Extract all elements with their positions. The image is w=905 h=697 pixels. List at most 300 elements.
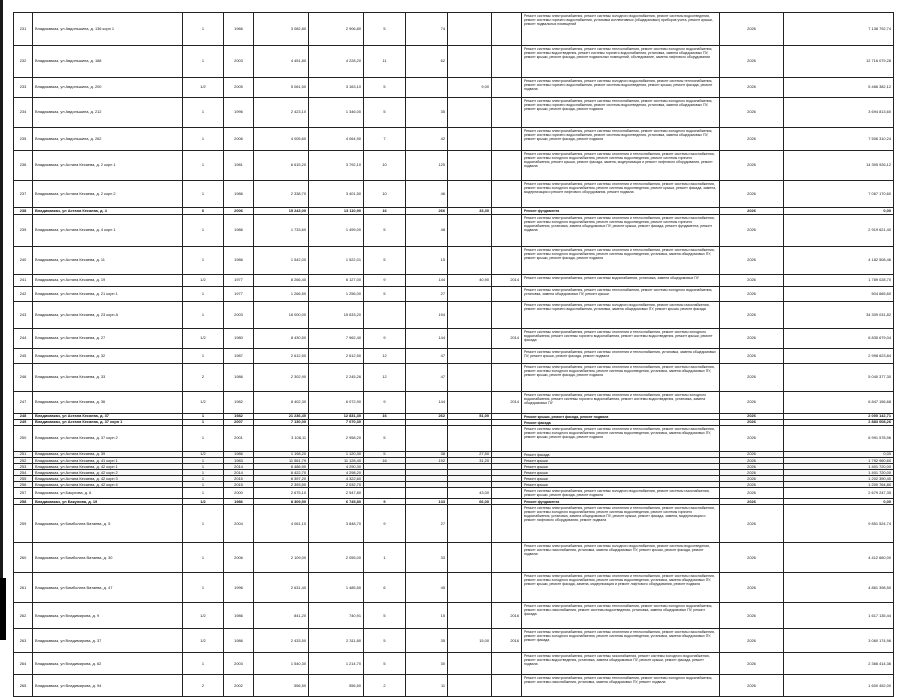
build-year-cell: 2015 [224, 482, 254, 488]
living-area-cell: 3 401,50 [309, 181, 364, 208]
repair-works-cell: Ремонт системы электроснабжения, ремонт системы отопления и теплоснабжения, ремонт системы газоснабжения, ремонт системы холодного водоснабжения, ремонт системы водоотведения, установка, замена общедомовых ПУ, ремонт крыши, ремонт фасада, ремонт подвала [522, 247, 720, 275]
table-row [14, 247, 894, 275]
living-area-cell: 2 958,20 [309, 426, 364, 452]
repair-cost-cell: 0,00 [784, 452, 894, 458]
wall-material-cell: 1 [183, 426, 224, 452]
floors-cell: 5 [364, 98, 406, 128]
build-year-cell: 1981 [224, 151, 254, 181]
planned-year-cell: 2026 [720, 392, 784, 414]
row-number-cell: 234 [14, 98, 33, 128]
scan-corner-shadow [0, 578, 6, 640]
repair-cost-cell: 1 401 720,00 [784, 464, 894, 470]
repair-works-cell: Ремонт системы электроснабжения, ремонт системы отопления и теплоснабжения, ремонт системы газоснабжения, ремонт системы холодного водоснабжения, ремонт системы водоотведения, установка, замена общедомовых ПУ, ремонт фасада [522, 629, 720, 653]
last-repair-year-cell [492, 208, 522, 215]
total-area-cell: 6 615,20 [254, 151, 309, 181]
planned-year-cell: 2026 [720, 275, 784, 287]
repair-cost-cell: 12 716 079,28 [784, 46, 894, 78]
last-repair-year-cell [492, 505, 522, 543]
wall-material-cell: 1 [183, 349, 224, 364]
planned-year-cell: 2026 [720, 215, 784, 247]
last-repair-year-cell [492, 128, 522, 151]
build-year-cell: 2014 [224, 470, 254, 476]
area-extra-cell: 27,50 [448, 452, 492, 458]
residents-cell: 62 [406, 46, 448, 78]
scan-left-edge [0, 0, 3, 640]
repair-cost-cell: 2 000 142,71 [784, 414, 894, 420]
table-row [14, 675, 894, 697]
table-row [14, 302, 894, 329]
table-row [14, 287, 894, 302]
last-repair-year-cell [492, 573, 522, 603]
table-row [14, 151, 894, 181]
floors-cell: 5 [364, 215, 406, 247]
residents-cell [406, 488, 448, 499]
total-area-cell: 8 430,50 [254, 329, 309, 349]
table-row [14, 603, 894, 629]
repair-cost-cell: 9 851 524,74 [784, 505, 894, 543]
repair-works-cell: Ремонт системы электроснабжения, ремонт системы холодного водоснабжения, ремонт системы газоснабжения, ремонт крыши, ремонт фасада, ремонт подвала [522, 488, 720, 499]
living-area-cell: 4 322,60 [309, 476, 364, 482]
table-row [14, 426, 894, 452]
planned-year-cell: 2026 [720, 426, 784, 452]
total-area-cell: 4 061,10 [254, 505, 309, 543]
residents-cell: 47 [406, 349, 448, 364]
repair-cost-cell: 1 401 720,00 [784, 470, 894, 476]
area-extra-cell [448, 329, 492, 349]
address-cell: Владикавказ, ул Астана Кесаева, д. 36 [33, 392, 183, 414]
total-area-cell: 8 309,50 [254, 499, 309, 505]
residents-cell: 15 [406, 247, 448, 275]
row-number-cell: 246 [14, 364, 33, 392]
address-cell: Владикавказ, ул Астана Кесаева, д. 42 корп 4 [33, 482, 183, 488]
repair-cost-cell: 1 200 764,80 [784, 482, 894, 488]
row-number-cell: 252 [14, 458, 33, 464]
address-cell: Владикавказ, ул Владимирова, д. 62 [33, 653, 183, 675]
repair-cost-cell: 5 040 377,30 [784, 364, 894, 392]
floors-cell: 5 [364, 653, 406, 675]
repair-works-cell: Ремонт фасада [522, 420, 720, 426]
area-extra-cell [448, 364, 492, 392]
address-cell: Владикавказ, ул Астана Кесаева, д. 42 корп 2 [33, 470, 183, 476]
wall-material-cell: 1/2 [183, 275, 224, 287]
build-year-cell: 1980 [224, 329, 254, 349]
address-cell: Владикавказ, ул Астана Кесаева, д. 42 корп 3 [33, 476, 183, 482]
build-year-cell: 1982 [224, 414, 254, 420]
address-cell: Владикавказ, ул Астана Кесаева, д. 19 [33, 275, 183, 287]
row-number-cell: 248 [14, 414, 33, 420]
repair-cost-cell: 504 665,60 [784, 287, 894, 302]
build-year-cell: 1986 [224, 499, 254, 505]
repair-cost-cell: 14 395 926,12 [784, 151, 894, 181]
row-number-cell: 231 [14, 13, 33, 46]
repair-works-cell: Ремонт фундамента [522, 499, 720, 505]
row-number-cell: 264 [14, 653, 33, 675]
living-area-cell: 1 346,00 [309, 98, 364, 128]
row-number-cell: 243 [14, 302, 33, 329]
living-area-cell: 4 290,30 [309, 464, 364, 470]
repair-cost-cell: 7 067 170,60 [784, 181, 894, 208]
living-area-cell: 2 245,26 [309, 364, 364, 392]
last-repair-year-cell [492, 302, 522, 329]
area-extra-cell [448, 573, 492, 603]
wall-material-cell: 1 [183, 151, 224, 181]
living-area-cell: 740,91 [309, 603, 364, 629]
floors-cell: 5 [364, 287, 406, 302]
total-area-cell: 2 109,00 [254, 543, 309, 573]
table-row [14, 215, 894, 247]
total-area-cell: 1 733,60 [254, 215, 309, 247]
total-area-cell: 841,20 [254, 603, 309, 629]
row-number-cell: 257 [14, 488, 33, 499]
wall-material-cell: 1 [183, 488, 224, 499]
total-area-cell: 556,50 [254, 675, 309, 697]
living-area-cell: 2 906,80 [309, 13, 364, 46]
planned-year-cell: 2026 [720, 420, 784, 426]
residents-cell: 47 [406, 364, 448, 392]
build-year-cell: 1986 [224, 247, 254, 275]
address-cell: Владикавказ, ул Астана Кесаева, д. 37 корп 1 [33, 420, 183, 426]
row-number-cell: 249 [14, 420, 33, 426]
residents-cell: 46 [406, 181, 448, 208]
living-area-cell: 556,50 [309, 675, 364, 697]
row-number-cell: 237 [14, 181, 33, 208]
last-repair-year-cell [492, 287, 522, 302]
residents-cell: 42 [406, 128, 448, 151]
planned-year-cell: 2026 [720, 78, 784, 98]
repair-works-cell: Ремонт системы электроснабжения, ремонт системы отопления и теплоснабжения, ремонт системы газоснабжения, ремонт системы холодного водоснабжения, ремонт системы водоотведения, ремонт системы горячего водоснабжения, установка, замена общедомовых ПУ, ремонт крыши, ремонт фасада, замена, модернизация и ремонт лифтового оборудования, ремонт подвала [522, 505, 720, 543]
repair-works-cell: Ремонт системы электроснабжения, ремонт системы холодного водоснабжения, ремонт системы водоотведения, ремонт системы газоснабжения, установка, замена общедомовых ПУ, ремонт крыши, ремонт фасада, ремонт подвала [522, 543, 720, 573]
repair-cost-cell: 6 991 578,96 [784, 426, 894, 452]
row-number-cell: 251 [14, 452, 33, 458]
last-repair-year-cell [492, 364, 522, 392]
address-cell: Владикавказ, ул Астана Кесаева, д. 33 [33, 364, 183, 392]
area-extra-cell [448, 653, 492, 675]
residents-cell: 74 [406, 13, 448, 46]
address-cell: Владикавказ, ул Астана Кесаева, д. 39 [33, 452, 183, 458]
wall-material-cell: 1/2 [183, 499, 224, 505]
area-extra-cell [448, 426, 492, 452]
build-year-cell: 2015 [224, 476, 254, 482]
build-year-cell: 2003 [224, 46, 254, 78]
last-repair-year-cell: 2016 [492, 629, 522, 653]
planned-year-cell: 2026 [720, 499, 784, 505]
residents-cell: 133 [406, 499, 448, 505]
wall-material-cell: 1 [183, 476, 224, 482]
last-repair-year-cell [492, 247, 522, 275]
area-extra-cell [448, 151, 492, 181]
repair-cost-cell: 4 412 660,00 [784, 543, 894, 573]
floors-cell: 5 [364, 13, 406, 46]
last-repair-year-cell [492, 543, 522, 573]
planned-year-cell: 2026 [720, 488, 784, 499]
repair-cost-cell: 2 998 623,84 [784, 349, 894, 364]
build-year-cell: 1983 [224, 458, 254, 464]
residents-cell: 45 [406, 573, 448, 603]
area-extra-cell [448, 46, 492, 78]
wall-material-cell: 1 [183, 287, 224, 302]
wall-material-cell: 1 [183, 464, 224, 470]
table-row [14, 573, 894, 603]
wall-material-cell: 1 [183, 458, 224, 464]
address-cell: Владикавказ, ул Бакулова, д. 19 [33, 499, 183, 505]
total-area-cell: 2 612,50 [254, 349, 309, 364]
floors-cell: 12 [364, 349, 406, 364]
address-cell: Владикавказ, ул Бимболата Ватаева, д. 5 [33, 505, 183, 543]
living-area-cell: 2 055,00 [309, 543, 364, 573]
address-cell: Владикавказ, ул Астана Кесаева, д. 21 корп 1 [33, 287, 183, 302]
residents-cell: 266 [406, 208, 448, 215]
residents-cell: 15 [406, 603, 448, 629]
planned-year-cell: 2026 [720, 349, 784, 364]
living-area-cell: 6 745,80 [309, 499, 364, 505]
floors-cell: 9 [364, 505, 406, 543]
area-extra-cell: 40,90 [448, 275, 492, 287]
floors-cell: 10 [364, 151, 406, 181]
total-area-cell: 2 393,50 [254, 482, 309, 488]
residents-cell: 11 [406, 675, 448, 697]
repair-cost-cell: 2 883 008,26 [784, 420, 894, 426]
repair-cost-cell: 1 789 028,70 [784, 275, 894, 287]
planned-year-cell: 2026 [720, 464, 784, 470]
row-number-cell: 244 [14, 329, 33, 349]
total-area-cell: 1 198,20 [254, 452, 309, 458]
build-year-cell: 1996 [224, 98, 254, 128]
build-year-cell: 2003 [224, 302, 254, 329]
residents-cell: 144 [406, 329, 448, 349]
wall-material-cell: 1/2 [183, 629, 224, 653]
housing-repair-register-table [13, 12, 894, 697]
floors-cell: 2 [364, 675, 406, 697]
wall-material-cell: 1/2 [183, 452, 224, 458]
wall-material-cell: 1 [183, 13, 224, 46]
living-area-cell: 2 032,70 [309, 482, 364, 488]
residents-cell: 262 [406, 414, 448, 420]
repair-cost-cell: 5 466 382,12 [784, 78, 894, 98]
residents-cell: 144 [406, 392, 448, 414]
build-year-cell: 1966 [224, 13, 254, 46]
table-row [14, 98, 894, 128]
repair-works-cell: Ремонт системы электроснабжения, ремонт системы отопления и теплоснабжения, ремонт системы газоснабжения, ремонт системы холодного водоснабжения, ремонт системы водоотведения, установка, замена общедомовых ПУ, ремонт крыши, ремонт фасада, замена, модернизация и ремонт лифтового оборудования, ремонт подвала [522, 573, 720, 603]
repair-cost-cell: 1 202 390,40 [784, 476, 894, 482]
repair-cost-cell: 1 617 135,44 [784, 603, 894, 629]
table-row [14, 505, 894, 543]
last-repair-year-cell [492, 653, 522, 675]
repair-works-cell: Ремонт крыши [522, 482, 720, 488]
area-extra-cell [448, 505, 492, 543]
repair-works-cell: Ремонт системы электроснабжения, ремонт системы отопления и теплоснабжения, ремонт системы газоснабжения, ремонт системы холодного водоснабжения, ремонт системы водоотведения, ремонт системы горячего водоснабжения, ремонт крыши, ремонт фасада, замена, модернизация и ремонт лифтового оборудования, ремонт подвала [522, 151, 720, 181]
repair-cost-cell: 6 835 679,04 [784, 329, 894, 349]
row-number-cell: 253 [14, 464, 33, 470]
table-row [14, 488, 894, 499]
residents-cell: 35 [406, 629, 448, 653]
repair-cost-cell: 3 694 813,60 [784, 98, 894, 128]
address-cell: Владикавказ, ул Астана Кесаева, д. 4 корп 1 [33, 215, 183, 247]
row-number-cell: 254 [14, 470, 33, 476]
wall-material-cell: 1 [183, 247, 224, 275]
floors-cell: 5 [364, 603, 406, 629]
total-area-cell: 1 266,50 [254, 287, 309, 302]
table-row [14, 78, 894, 98]
repair-works-cell: Ремонт системы электроснабжения, ремонт системы теплоснабжения, ремонт системы холодного водоснабжения, ремонт системы газоснабжения, установка, замена общедомовых ПУ, ремонт подвала [522, 675, 720, 697]
planned-year-cell: 2026 [720, 287, 784, 302]
total-area-cell: 6 397,20 [254, 476, 309, 482]
living-area-cell: 1 522,01 [309, 247, 364, 275]
planned-year-cell: 2026 [720, 573, 784, 603]
total-area-cell: 16 000,00 [254, 302, 309, 329]
row-number-cell: 247 [14, 392, 33, 414]
area-extra-cell [448, 247, 492, 275]
living-area-cell: 2 612,50 [309, 349, 364, 364]
table-row [14, 392, 894, 414]
floors-cell: 9 [364, 499, 406, 505]
total-area-cell: 2 302,90 [254, 364, 309, 392]
row-number-cell: 241 [14, 275, 33, 287]
living-area-cell: 1 485,50 [309, 573, 364, 603]
living-area-cell: 6 127,00 [309, 275, 364, 287]
total-area-cell: 1 542,00 [254, 247, 309, 275]
table-row [14, 208, 894, 215]
area-extra-cell [448, 543, 492, 573]
area-extra-cell: 15,00 [448, 629, 492, 653]
planned-year-cell: 2026 [720, 13, 784, 46]
living-area-cell: 1 256,00 [309, 287, 364, 302]
last-repair-year-cell: 2014 [492, 275, 522, 287]
row-number-cell: 265 [14, 675, 33, 697]
area-extra-cell: 9,00 [448, 78, 492, 98]
wall-material-cell: 1/2 [183, 78, 224, 98]
residents-cell: 125 [406, 151, 448, 181]
address-cell: Владикавказ, ул Астана Кесаева, д. 42 корп 1 [33, 464, 183, 470]
last-repair-year-cell [492, 675, 522, 697]
area-extra-cell [448, 215, 492, 247]
last-repair-year-cell [492, 488, 522, 499]
address-cell: Владикавказ, ул Владимирова, д. 9 [33, 603, 183, 629]
last-repair-year-cell: 2016 [492, 603, 522, 629]
area-extra-cell [448, 98, 492, 128]
table-row [14, 128, 894, 151]
address-cell: Владикавказ, ул Астана Кесаева, д. 4 [33, 208, 183, 215]
floors-cell [364, 302, 406, 329]
wall-material-cell: 1 [183, 215, 224, 247]
planned-year-cell: 2026 [720, 98, 784, 128]
repair-works-cell: Ремонт системы электроснабжения, ремонт системы отопления и теплоснабжения, ремонт системы газоснабжения, ремонт системы холодного водоснабжения, ремонт системы водоотведения, ремонт крыши, ремонт фасада, замена, модернизация и ремонт лифтового оборудования, ремонт подвала [522, 181, 720, 208]
wall-material-cell: 1 [183, 181, 224, 208]
build-year-cell: 1986 [224, 629, 254, 653]
row-number-cell: 263 [14, 629, 33, 653]
row-number-cell: 260 [14, 543, 33, 573]
total-area-cell: 2 631,40 [254, 573, 309, 603]
table-row [14, 653, 894, 675]
build-year-cell: 1986 [224, 603, 254, 629]
build-year-cell: 2002 [224, 675, 254, 697]
last-repair-year-cell [492, 98, 522, 128]
repair-works-cell: Ремонт системы электроснабжения, ремонт системы теплоснабжения, ремонт системы холодного водоснабжения, ремонт системы водоотведения, ремонт системы горячего водоснабжения, установка, замена общедомовых ПУ, ремонт крыши, ремонт фасада, ремонт подвальных помещений, обследование, замена лифтового оборудования [522, 46, 720, 78]
wall-material-cell: 1 [183, 470, 224, 476]
row-number-cell: 250 [14, 426, 33, 452]
planned-year-cell: 2026 [720, 653, 784, 675]
build-year-cell: 2014 [224, 464, 254, 470]
planned-year-cell: 2026 [720, 181, 784, 208]
living-area-cell: 12 831,30 [309, 414, 364, 420]
area-extra-cell [448, 603, 492, 629]
repair-cost-cell: 4 182 508,46 [784, 247, 894, 275]
table-row [14, 46, 894, 78]
living-area-cell: 3 163,10 [309, 78, 364, 98]
repair-works-cell: Ремонт фасада [522, 452, 720, 458]
address-cell: Владикавказ, ул Астана Кесаева, д. 11 [33, 247, 183, 275]
wall-material-cell: 1 [183, 46, 224, 78]
floors-cell: 6 [364, 573, 406, 603]
address-cell: Владикавказ, ул Авдоньшина, д. 200 [33, 78, 183, 98]
table-row [14, 543, 894, 573]
floors-cell: 5 [364, 629, 406, 653]
planned-year-cell: 2026 [720, 629, 784, 653]
residents-cell: 30 [406, 653, 448, 675]
area-extra-cell: 33,30 [448, 208, 492, 215]
table-row [14, 275, 894, 287]
row-number-cell: 236 [14, 151, 33, 181]
living-area-cell: 1 214,70 [309, 653, 364, 675]
repair-cost-cell: 6 847 156,68 [784, 392, 894, 414]
area-extra-cell: 43,00 [448, 488, 492, 499]
floors-cell: 11 [364, 46, 406, 78]
address-cell: Владикавказ, ул Бимболата Ватаева, д. 30 [33, 543, 183, 573]
total-area-cell: 4 451,80 [254, 46, 309, 78]
wall-material-cell: 1 [183, 653, 224, 675]
repair-cost-cell: 0,00 [784, 208, 894, 215]
repair-cost-cell: 1 600 452,00 [784, 675, 894, 697]
repair-cost-cell: 1 792 960,60 [784, 458, 894, 464]
build-year-cell: 1986 [224, 181, 254, 208]
residents-cell: 144 [406, 275, 448, 287]
address-cell: Владикавказ, ул Авдоньшина, д. 212 [33, 98, 183, 128]
total-area-cell: 11 561,79 [254, 458, 309, 464]
living-area-cell: 1 120,30 [309, 452, 364, 458]
wall-material-cell: 2 [183, 675, 224, 697]
wall-material-cell: 1 [183, 414, 224, 420]
wall-material-cell: 1/2 [183, 603, 224, 629]
repair-cost-cell: 0,00 [784, 499, 894, 505]
living-area-cell: 7 070,30 [309, 420, 364, 426]
table-row [14, 364, 894, 392]
total-area-cell: 4 005,60 [254, 128, 309, 151]
build-year-cell: 2007 [224, 420, 254, 426]
wall-material-cell: 1 [183, 543, 224, 573]
living-area-cell: 3 848,70 [309, 505, 364, 543]
wall-material-cell: 1 [183, 482, 224, 488]
last-repair-year-cell [492, 151, 522, 181]
repair-works-cell: Ремонт системы электроснабжения, ремонт системы водоснабжения, установка, замена общедомовых ПУ [522, 275, 720, 287]
total-area-cell: 2 433,50 [254, 629, 309, 653]
last-repair-year-cell [492, 46, 522, 78]
row-number-cell: 256 [14, 482, 33, 488]
area-extra-cell [448, 302, 492, 329]
wall-material-cell: 1 [183, 573, 224, 603]
wall-material-cell: 6 [183, 208, 224, 215]
floors-cell: 5 [364, 78, 406, 98]
row-number-cell: 240 [14, 247, 33, 275]
floors-cell: 16 [364, 458, 406, 464]
planned-year-cell: 2026 [720, 603, 784, 629]
row-number-cell: 258 [14, 499, 33, 505]
last-repair-year-cell: 2014 [492, 392, 522, 414]
address-cell: Владикавказ, ул Бакулова, д. 6 [33, 488, 183, 499]
build-year-cell: 2006 [224, 128, 254, 151]
row-number-cell: 255 [14, 476, 33, 482]
build-year-cell: 1982 [224, 392, 254, 414]
repair-cost-cell: 4 861 398,50 [784, 573, 894, 603]
build-year-cell: 1986 [224, 215, 254, 247]
